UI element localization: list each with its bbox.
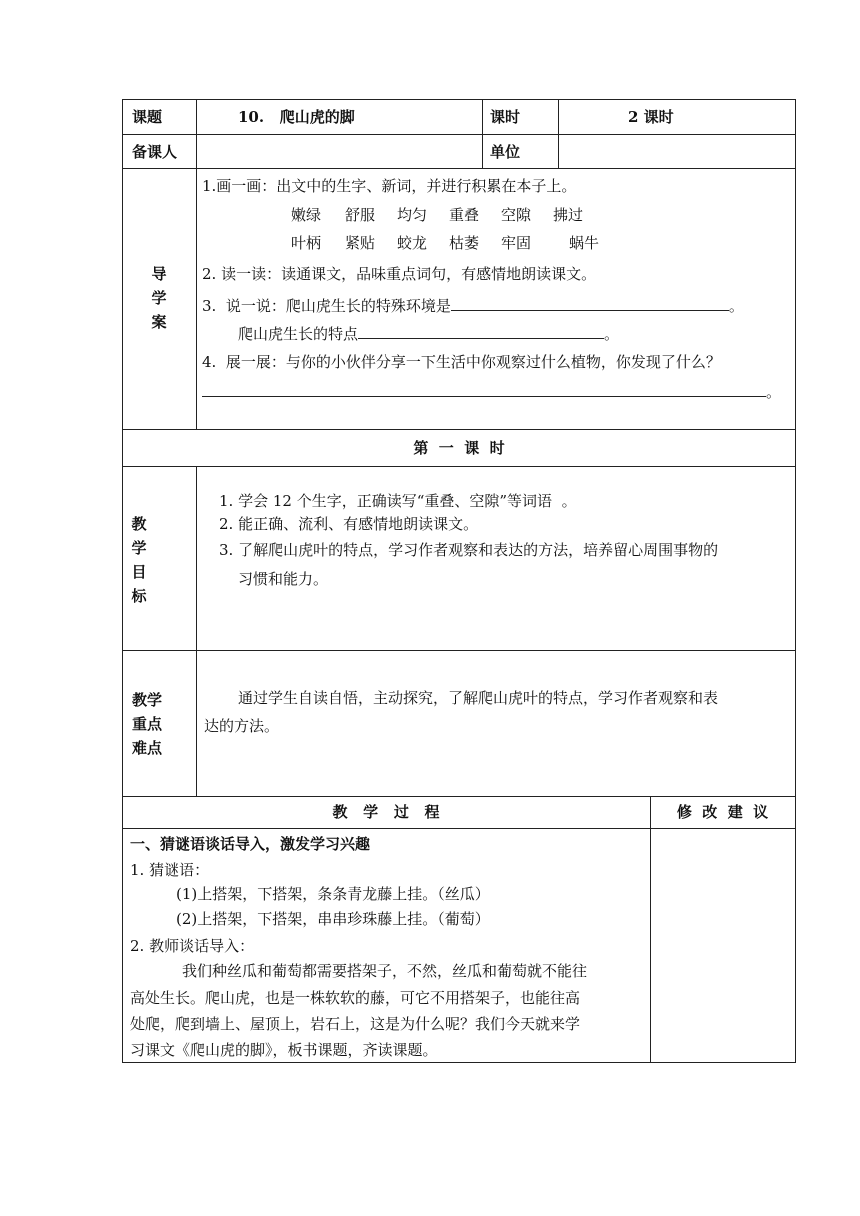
keypoints-label-line: 重点	[131, 715, 162, 733]
process-header: 教 学 过 程	[332, 803, 440, 821]
keypoints-label-line: 教学	[131, 691, 162, 709]
keypoints-label-line: 难点	[131, 739, 162, 757]
riddle-2: (2)上搭架，下搭架，串串珍珠藤上挂。（葡萄）	[176, 910, 490, 928]
column-divider	[196, 99, 197, 430]
word: 空隙	[501, 206, 532, 224]
word: 嫩绿	[291, 206, 322, 224]
word-list-row-1	[291, 205, 583, 225]
lesson-title: 第 一 课 时	[413, 439, 505, 457]
row-divider	[122, 168, 796, 169]
word: 枯萎	[449, 234, 480, 252]
guide-item-2: 2. 读一读：读通课文，品味重点词句，有感情地朗读课文。	[202, 265, 597, 283]
section-1-title: 一、猜谜语谈话导入，激发学习兴趣	[130, 835, 371, 853]
guide-item-4-answer	[202, 380, 781, 402]
topic-label: 课题	[132, 108, 163, 126]
word-list-row-2	[291, 233, 599, 253]
goal-item-cont: 习惯和能力。	[238, 570, 329, 588]
guide-item-1: 1.画一画：出文中的生字、新词，并进行积累在本子上。	[202, 177, 577, 195]
keypoints-line-2: 达的方法。	[204, 717, 280, 735]
suggestion-cell[interactable]	[651, 829, 795, 1062]
fill-blank-features[interactable]	[358, 322, 604, 339]
unit-label: 单位	[490, 143, 521, 161]
guide-item-3b-prefix: 爬山虎生长的特点	[238, 325, 359, 343]
column-divider	[482, 99, 483, 169]
guide-label-char: 学	[151, 289, 167, 307]
hours-value: 2 课时	[628, 108, 674, 126]
word: 重叠	[449, 206, 480, 224]
goal-item: 1. 学会 12 个生字，正确读写“重叠、空隙”等词语 。	[219, 492, 577, 510]
word: 紧贴	[345, 234, 376, 252]
guide-item-3-prefix: 3. 说一说：爬山虎生长的特殊环境是	[202, 297, 451, 315]
guide-label-char: 案	[151, 313, 167, 331]
table-border-top	[122, 99, 796, 100]
keypoints-line-1: 通过学生自读自悟，主动探究，了解爬山虎叶的特点，学习作者观察和表	[238, 689, 719, 707]
fill-blank-observation[interactable]	[202, 380, 766, 397]
word: 舒服	[345, 206, 376, 224]
guide-item-4-end: 。	[766, 383, 782, 401]
row-divider	[122, 466, 796, 467]
talk-line: 处爬，爬到墙上、屋顶上，岩石上，这是为什么呢？我们今天就来学	[130, 1015, 581, 1033]
keypoints-label	[122, 688, 172, 760]
talk-label: 2. 教师谈话导入：	[130, 937, 255, 955]
fill-blank-environment[interactable]	[451, 294, 729, 311]
talk-line: 高处生长。爬山虎，也是一株软软的藤，可它不用搭架子，也能往高	[130, 989, 581, 1007]
goal-item: 3. 了解爬山虎叶的特点，学习作者观察和表达的方法，培养留心周围事物的	[219, 541, 719, 559]
row-divider	[122, 429, 796, 430]
column-divider	[558, 99, 559, 169]
row-divider	[122, 650, 796, 651]
suggestion-header: 修 改 建 议	[676, 803, 769, 821]
goals-label-char: 教	[131, 515, 147, 533]
guide-item-4: 4. 展一展：与你的小伙伴分享一下生活中你观察过什么植物，你发现了什么？	[202, 353, 721, 371]
table-border-right	[795, 99, 796, 1063]
preparer-label: 备课人	[132, 143, 178, 161]
guide-label	[122, 262, 196, 334]
guide-item-3b	[238, 322, 619, 344]
riddle-label: 1. 猜谜语：	[130, 861, 210, 879]
word: 均匀	[397, 206, 428, 224]
column-divider	[196, 466, 197, 797]
topic-value: 10. 爬山虎的脚	[238, 108, 355, 126]
row-divider	[122, 796, 796, 797]
table-border-bottom	[122, 1062, 796, 1063]
word: 拂过	[553, 206, 584, 224]
goals-label-char: 学	[131, 539, 147, 557]
guide-item-3	[202, 294, 744, 316]
guide-item-3b-suffix: 。	[604, 325, 620, 343]
goal-item: 2. 能正确、流利、有感情地朗读课文。	[219, 515, 479, 533]
word: 叶柄	[291, 234, 322, 252]
riddle-1: (1)上搭架，下搭架，条条青龙藤上挂。（丝瓜）	[176, 885, 490, 903]
talk-line: 我们种丝瓜和葡萄都需要搭架子，不然，丝瓜和葡萄就不能往	[182, 962, 588, 980]
hours-label: 课时	[490, 108, 521, 126]
goals-label-char: 标	[131, 587, 147, 605]
talk-line: 习课文《爬山虎的脚》，板书课题，齐读课题。	[130, 1041, 438, 1059]
guide-label-char: 导	[151, 265, 167, 283]
goals-label	[122, 512, 156, 608]
word: 牢固	[501, 234, 532, 252]
word: 蜗牛	[569, 234, 600, 252]
goals-label-char: 目	[131, 563, 147, 581]
row-divider	[122, 134, 796, 135]
guide-item-3-suffix: 。	[728, 297, 744, 315]
word: 蛟龙	[397, 234, 428, 252]
